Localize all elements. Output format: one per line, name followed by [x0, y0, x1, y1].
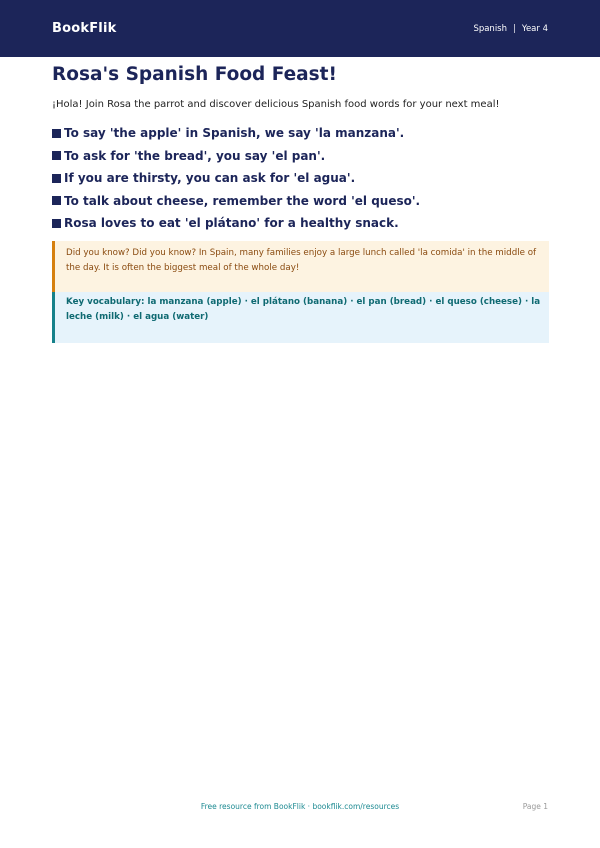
list-item-text: Rosa loves to eat 'el plátano' for a healthy snack. [64, 216, 399, 231]
fact-callout [52, 241, 549, 292]
list-item [52, 190, 420, 213]
list-item-text: To say 'the apple' in Spanish, we say 'la manzana'. [64, 126, 405, 141]
year-label: Year 4 [521, 23, 548, 34]
bullet-square-icon [52, 129, 61, 138]
list-item-text: To talk about cheese, remember the word 'el queso'. [64, 193, 421, 208]
bullet-square-icon [52, 151, 61, 160]
fact-text: Did you know? Did you know? In Spain, many families enjoy a large lunch called 'la comida' in the middle of the day. It is often the biggest meal of the whole day! [66, 248, 537, 273]
page-title: Rosa's Spanish Food Feast! [52, 64, 337, 85]
list-item [52, 145, 420, 168]
list-item [52, 212, 420, 235]
header-bar [0, 0, 600, 57]
brand-logo[interactable]: BookFlik [52, 21, 117, 36]
vocabulary-callout [52, 292, 549, 343]
subject-label: Spanish [473, 23, 508, 34]
bullet-list [52, 122, 420, 235]
list-item [52, 122, 420, 145]
bullet-square-icon [52, 219, 61, 228]
page-number: Page 1 [522, 802, 548, 811]
header-meta [473, 24, 548, 34]
intro-text: ¡Hola! Join Rosa the parrot and discover delicious Spanish food words for your next meal! [52, 99, 500, 110]
list-item-text: If you are thirsty, you can ask for 'el agua'. [64, 171, 356, 186]
bullet-square-icon [52, 196, 61, 205]
vocabulary-text: Key vocabulary: la manzana (apple) · el plátano (banana) · el pan (bread) · el queso (cheese) · la leche (milk) · el agua (water) [66, 297, 541, 322]
list-item-text: To ask for 'the bread', you say 'el pan'. [64, 148, 326, 163]
footer-link[interactable]: Free resource from BookFlik · bookflik.com/resources [200, 802, 400, 811]
meta-separator: | [513, 23, 516, 34]
bullet-square-icon [52, 174, 61, 183]
list-item [52, 167, 420, 190]
